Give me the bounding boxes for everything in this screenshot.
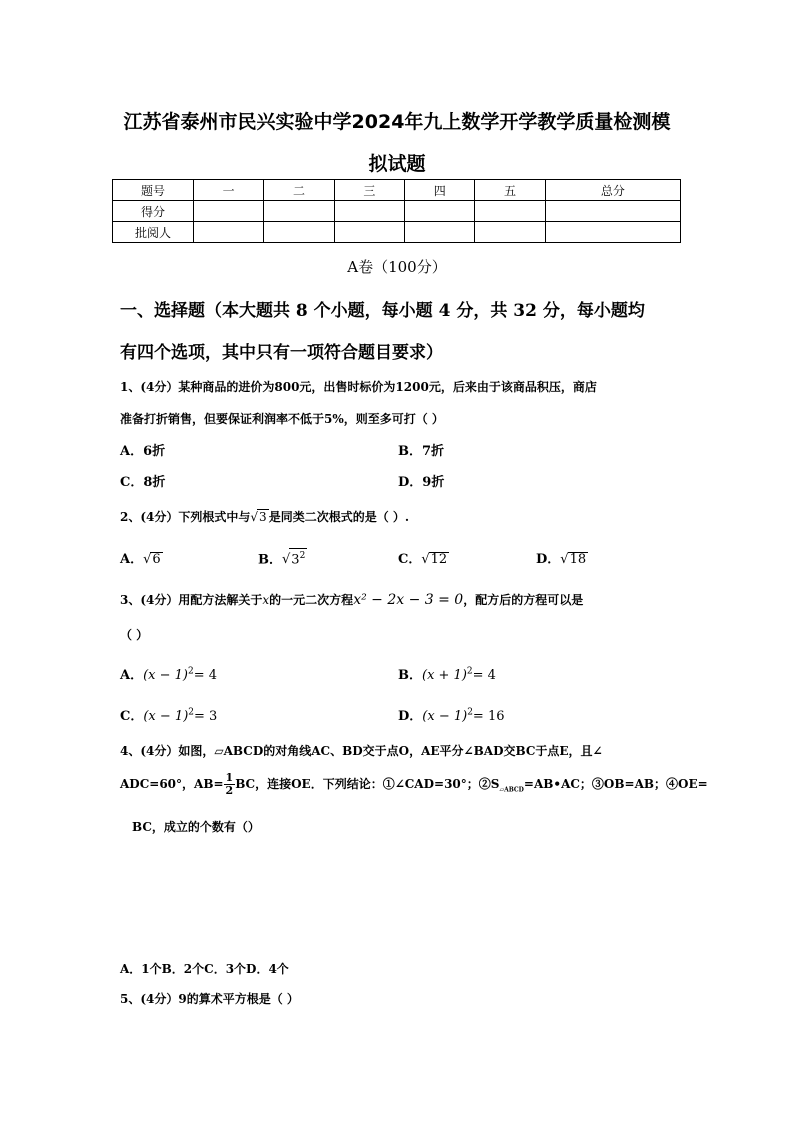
option-exponent: 2 [299, 551, 306, 561]
question-2-suffix: 是同类二次根式的是（ ）. [268, 510, 410, 524]
table-cell [545, 222, 680, 243]
table-cell [264, 201, 334, 222]
question-2-option-d: D．√18 [536, 552, 587, 567]
table-cell [194, 201, 264, 222]
fraction-one-half [224, 772, 236, 797]
table-cell [264, 222, 334, 243]
option-radicand: 18 [569, 552, 587, 567]
option-rhs: = 4 [472, 668, 496, 683]
table-cell [194, 222, 264, 243]
option-label: D． [398, 709, 423, 724]
score-table-header-row [113, 180, 681, 201]
question-2-option-a: A．√6 [120, 552, 161, 567]
score-table-row [113, 222, 681, 243]
table-cell [475, 222, 545, 243]
option-label: B． [258, 552, 282, 568]
question-4-line1: 4、(4分）如图，▱ABCD的对角线AC、BD交于点O，AE平分∠BAD交BC于点E，且∠ [120, 744, 603, 758]
question-4-line2 [120, 772, 708, 797]
table-header-cell: 五 [475, 180, 545, 201]
question-3-stem [120, 591, 583, 608]
question-3-option-a [120, 664, 217, 683]
table-header-cell: 一 [194, 180, 264, 201]
option-radicand: 12 [430, 552, 448, 567]
option-expression: (x − 1) [143, 709, 189, 724]
option-label: C． [398, 552, 422, 567]
question-3-equation: x² − 2x − 3 = 0 [353, 592, 464, 608]
question-3-variable: x [262, 593, 270, 607]
question-5-line1: 5、(4分）9的算术平方根是（ ） [120, 992, 299, 1006]
question-3-suffix: ，配方后的方程可以是 [463, 593, 584, 607]
score-table-row [113, 201, 681, 222]
question-3-option-c [120, 705, 217, 724]
table-cell [405, 201, 475, 222]
option-exponent: 2 [188, 707, 194, 718]
area-subscript: ▱ABCD [499, 786, 524, 794]
table-header-cell: 题号 [113, 180, 194, 201]
question-2-stem: 2、(4分）下列根式中与√3 是同类二次根式的是（ ）. [120, 510, 410, 524]
option-rhs: = 16 [472, 709, 505, 724]
table-cell [334, 222, 404, 243]
question-1-line1: 1、(4分）某种商品的进价为800元，出售时标价为1200元，后来由于该商品积压，商店 [120, 380, 597, 394]
score-table [112, 179, 681, 243]
option-radicand: 6 [152, 552, 161, 567]
option-exponent: 2 [466, 666, 473, 677]
section-heading-line2: 有四个选项，其中只有一项符合题目要求） [120, 343, 443, 363]
table-header-cell: 三 [334, 180, 404, 201]
question-1-line2: 准备打折销售，但要保证利润率不低于5%，则至多可打（ ） [120, 412, 444, 426]
question-2-option-c: C．√12 [398, 552, 448, 567]
option-exponent: 2 [188, 666, 194, 677]
option-label: D． [536, 552, 561, 567]
question-3-prefix: 3、(4分）用配方法解关于 [120, 593, 263, 607]
table-cell [405, 222, 475, 243]
table-header-cell: 四 [405, 180, 475, 201]
question-1-option-b: B．7折 [398, 444, 445, 459]
question-4-line3: BC，成立的个数有（） [132, 820, 260, 834]
option-expression: (x − 1) [422, 709, 468, 724]
question-2-option-b: B．$√3^2$ [258, 548, 307, 567]
option-rhs: = 4 [193, 668, 218, 683]
question-1-option-c: C．8折 [120, 475, 166, 490]
option-expression: (x + 1) [422, 668, 467, 683]
option-label: C． [120, 709, 144, 724]
fraction-denominator: 2 [225, 784, 234, 797]
document-title-line2: 拟试题 [368, 153, 426, 175]
fraction-numerator: 1 [225, 771, 234, 784]
question-4-text: BC，连接OE．下列结论：①∠CAD=30°；②S [235, 777, 500, 791]
question-3-option-b [398, 664, 496, 683]
option-expression: (x − 1) [143, 668, 188, 683]
option-label: A． [120, 668, 144, 683]
option-exponent: 2 [467, 707, 473, 718]
table-header-cell: 总分 [545, 180, 680, 201]
question-2-radicand: 3 [259, 510, 267, 524]
question-3-mid: 的一元二次方程 [269, 593, 354, 607]
option-label: B． [398, 668, 422, 683]
question-3-option-d [398, 705, 505, 724]
option-radicand: 3 [291, 552, 300, 568]
question-2-prefix: 2、(4分）下列根式中与 [120, 510, 251, 524]
option-label: A． [120, 552, 144, 567]
question-1-option-d: D．9折 [398, 475, 445, 490]
volume-label: A卷（100分） [347, 258, 447, 276]
question-4-text: ADC=60°，AB= [120, 777, 224, 791]
table-cell [545, 201, 680, 222]
question-4-options: A．1个B．2个C．3个D．4个 [120, 962, 289, 976]
table-header-cell: 二 [264, 180, 334, 201]
question-1-option-a: A．6折 [120, 444, 166, 459]
document-title-line1: 江苏省泰州市民兴实验中学2024年九上数学开学教学质量检测模 [123, 111, 671, 133]
question-3-line2: （ ） [120, 628, 149, 642]
table-row-label: 得分 [113, 201, 194, 222]
question-4-text: =AB•AC；③OB=AB；④OE= [523, 777, 708, 791]
option-rhs: = 3 [194, 709, 218, 724]
table-cell [475, 201, 545, 222]
table-cell [334, 201, 404, 222]
section-heading-line1: 一、选择题（本大题共 8 个小题，每小题 4 分，共 32 分，每小题均 [120, 301, 645, 321]
table-row-label: 批阅人 [113, 222, 194, 243]
